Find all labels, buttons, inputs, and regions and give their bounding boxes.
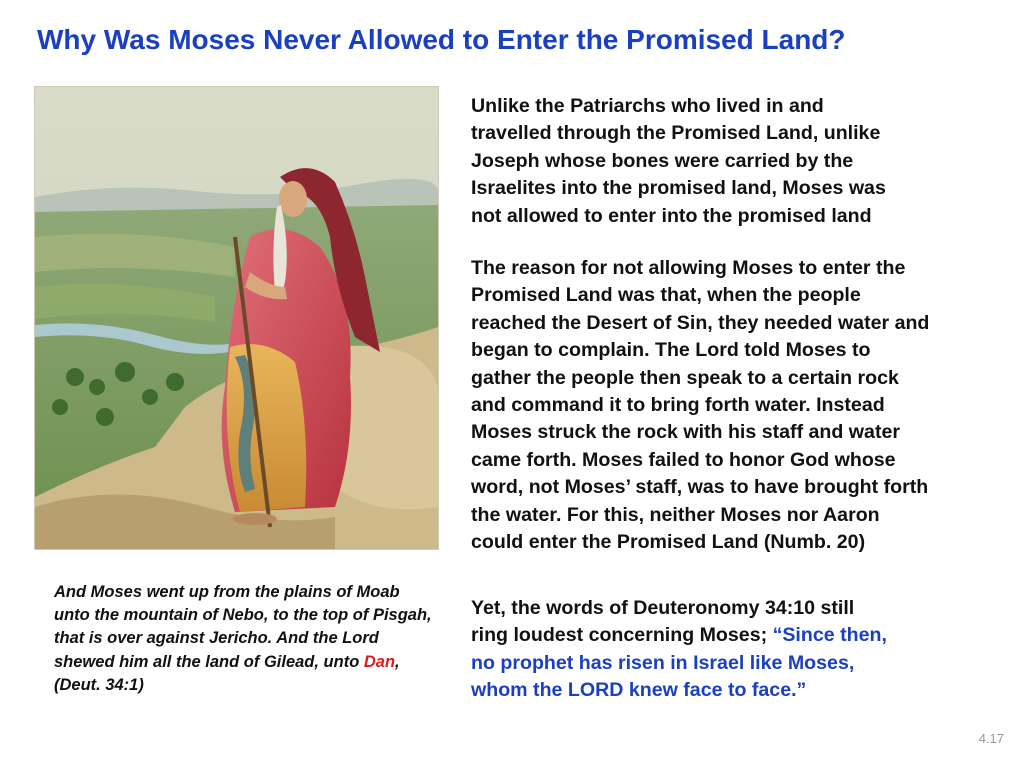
paragraph-line: Joseph whose bones were carried by the [471, 149, 854, 172]
paragraph-line: came forth. Moses failed to honor God whose [471, 448, 896, 471]
quote-line: no prophet has risen in Israel like Moses, [471, 651, 855, 674]
paragraph-line: Israelites into the promised land, Moses was [471, 177, 886, 200]
slide-title: Why Was Moses Never Allowed to Enter the Promised Land? [37, 24, 846, 55]
illustration-caption [54, 581, 434, 697]
paragraph-line [471, 622, 1011, 649]
quote-line: whom the LORD knew face to face.” [471, 679, 807, 702]
paragraph-line: and command it to bring forth water. Instead [471, 394, 885, 417]
paragraph-line: Unlike the Patriarchs who lived in and [471, 95, 824, 117]
plain-text: ring loudest concerning Moses; [471, 624, 773, 647]
paragraph-line: could enter the Promised Land (Numb. 20) [471, 531, 866, 554]
paragraph-line: travelled through the Promised Land, unlike [471, 122, 881, 145]
paragraph-patriarchs [471, 93, 1011, 230]
caption-highlight-dan: Dan [363, 652, 396, 671]
caption-text: , (Deut. 34:1) [54, 652, 400, 694]
moses-illustration [34, 86, 439, 550]
paragraph-line: The reason for not allowing Moses to enter the [471, 257, 906, 279]
caption-text: And Moses went up from the plains of Moab unto the mountain of Nebo, to the top of Pisgah, that is over against Jericho. And the Lord shewed him all the land of Gilead, unto [54, 583, 432, 671]
paragraph-line: Yet, the words of Deuteronomy 34:10 still [471, 597, 855, 619]
paragraph-deuteronomy [471, 595, 1011, 705]
paragraph-line: not allowed to enter into the promised land [471, 204, 872, 227]
paragraph-line: Promised Land was that, when the people [471, 284, 861, 307]
paragraph-reason [471, 255, 1016, 556]
paragraph-line: gather the people then speak to a certain rock [471, 366, 899, 389]
paragraph-line: word, not Moses’ staff, was to have brought forth [471, 476, 929, 499]
paragraph-line: the water. For this, neither Moses nor Aaron [471, 503, 880, 526]
paragraph-line: reached the Desert of Sin, they needed water and [471, 311, 930, 334]
paragraph-line: Moses struck the rock with his staff and water [471, 421, 900, 444]
paragraph-line: began to complain. The Lord told Moses to [471, 339, 871, 362]
slide-number: 4.17 [978, 731, 1004, 746]
quote-text: “Since then, [772, 624, 887, 647]
